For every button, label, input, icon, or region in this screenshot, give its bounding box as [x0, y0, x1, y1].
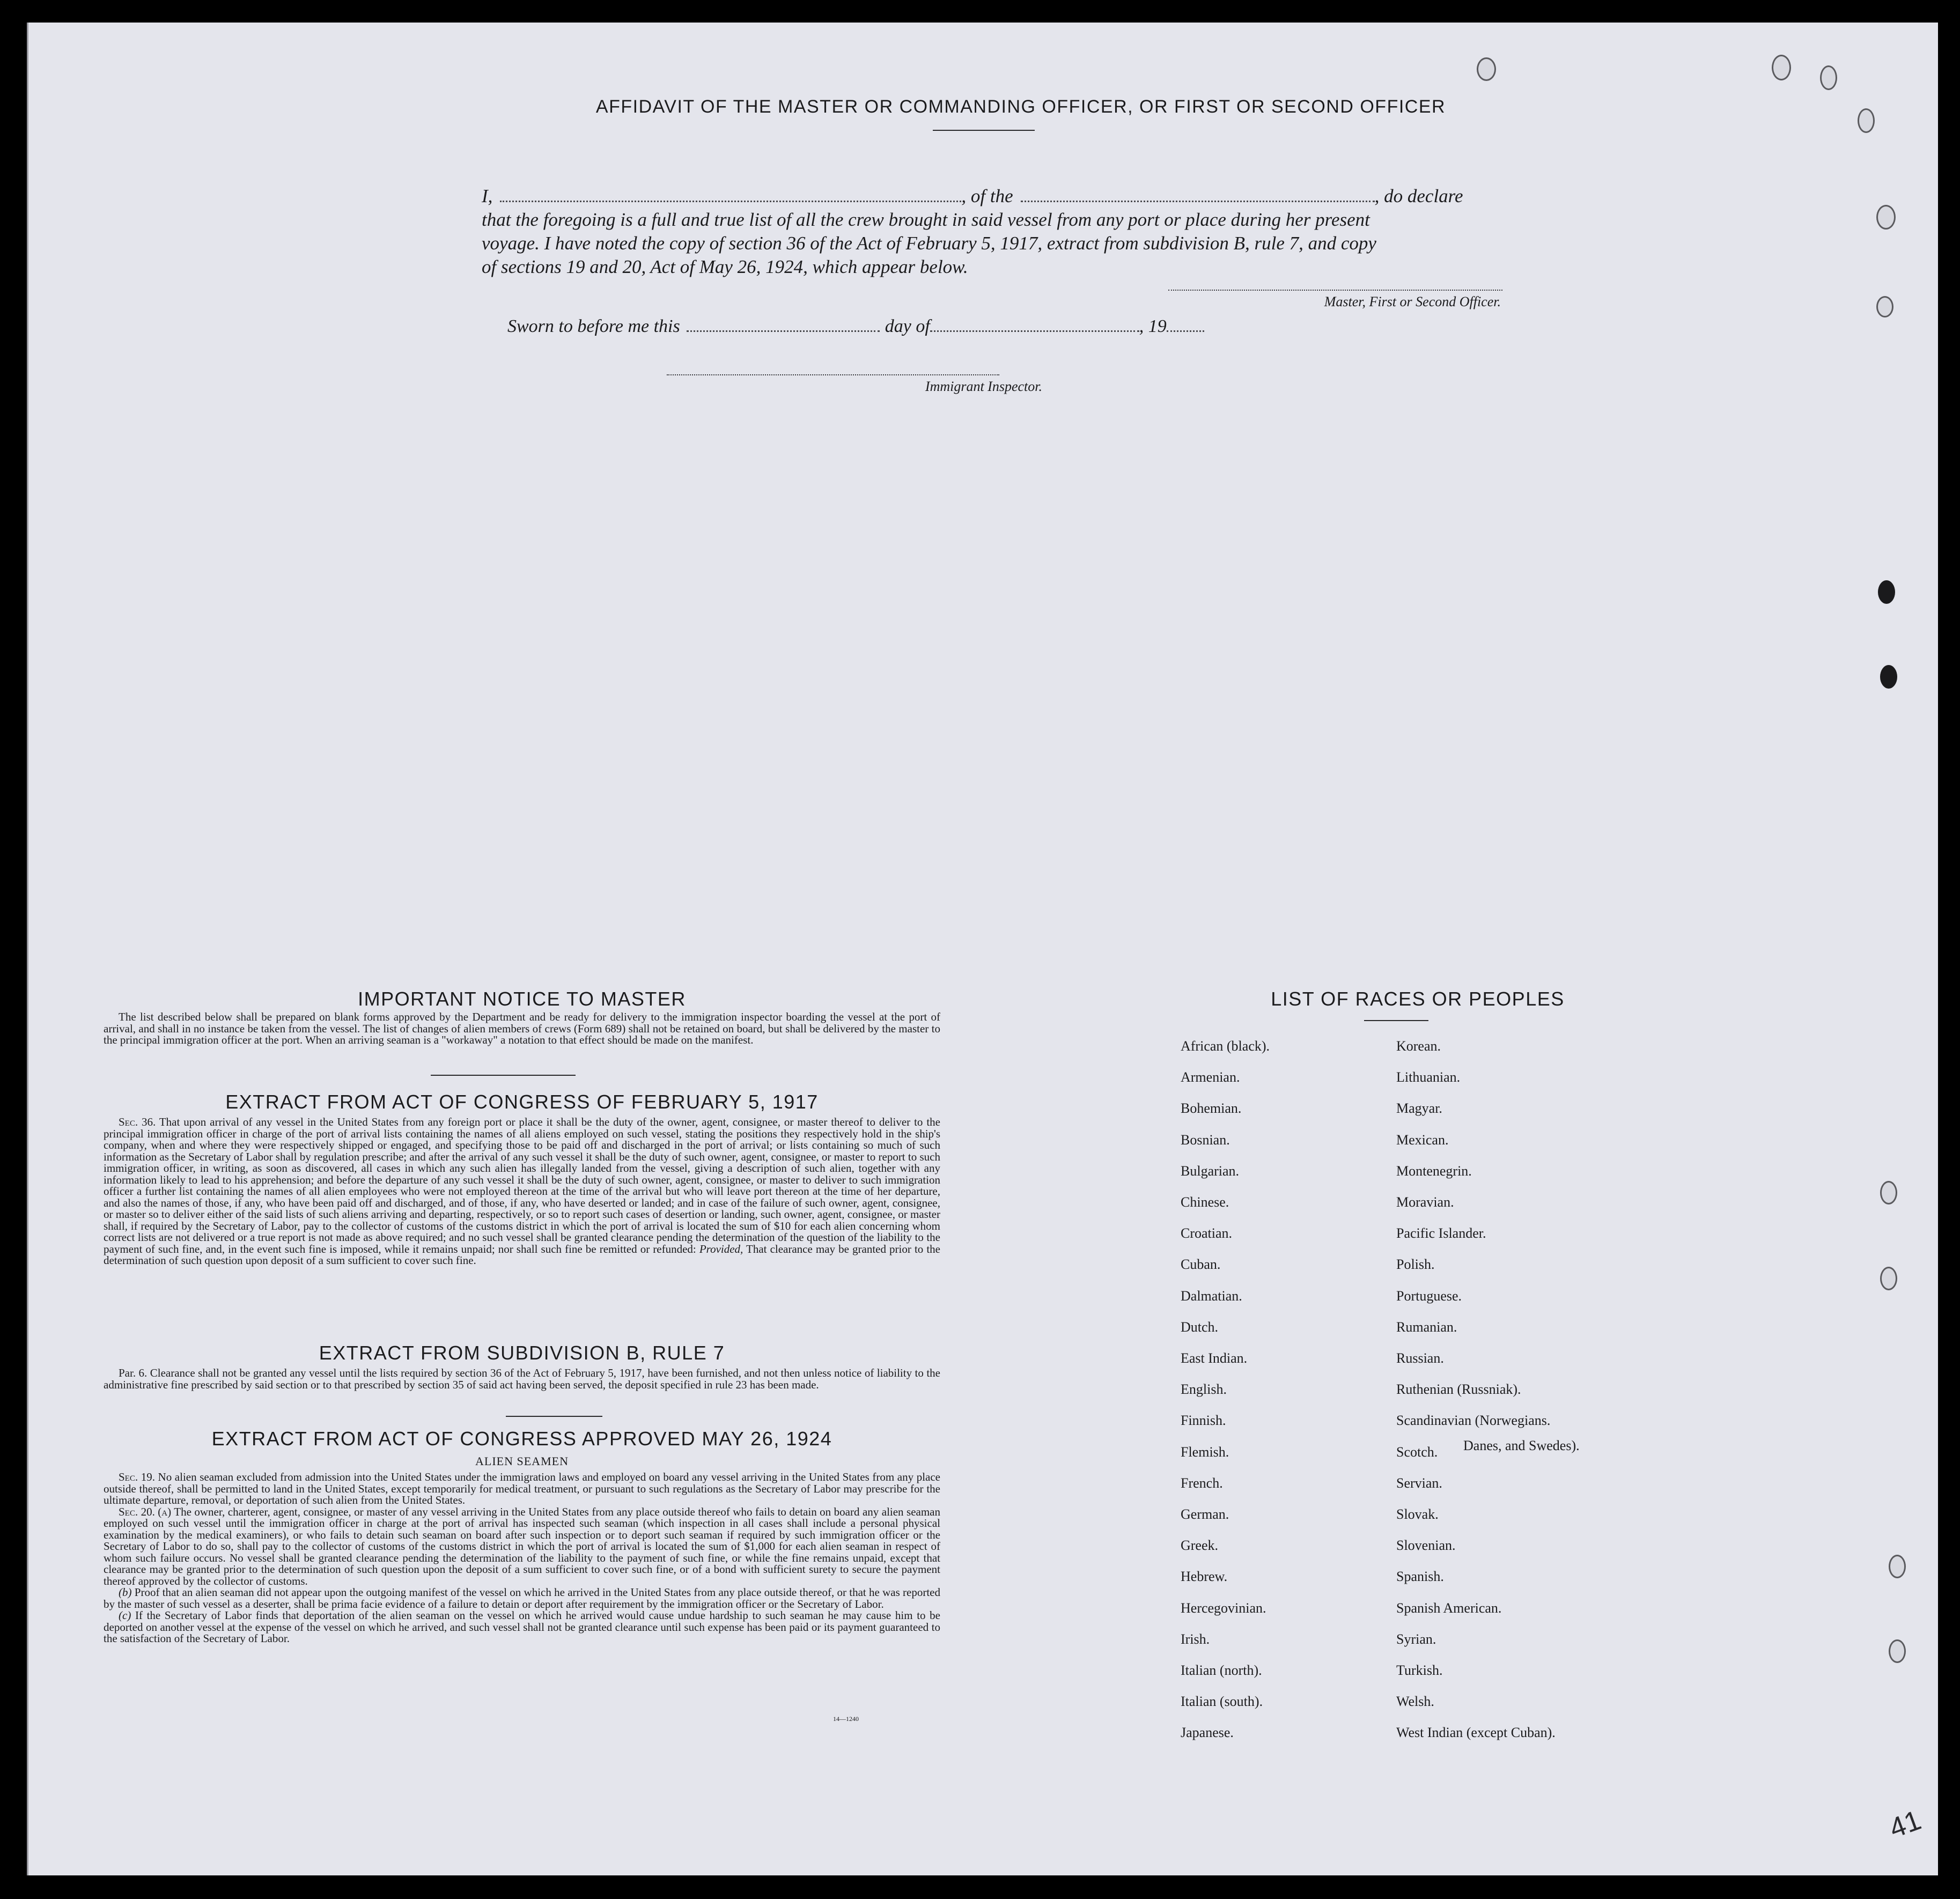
notice-paragraph: The list described below shall be prepared on blank forms approved by the Department and be ready for delivery to the immigration inspector boarding the vessel at the port of arrival, and shall in no instance be taken from the vessel. The list of changes of alien members of crews (Form 689) shall not be retained on board, but shall be delivered by the master to the principal immigration officer at the port. When an arriving seaman is a "workaway" a notation to that effect should be made on the manifest.	[104, 1010, 940, 1046]
section-36-label: Sec. 36.	[119, 1115, 156, 1128]
race-item: Hebrew.	[1181, 1569, 1228, 1585]
sworn-year-field[interactable]	[1167, 330, 1204, 332]
section-20b-paragraph	[104, 1587, 940, 1610]
section-20a-text: The owner, charterer, agent, consignee, or master of any vessel arriving in the United States from any place outside thereof who fails to detain on board any alien seaman employed on such vessel until the immigration officer in charge at the port of arrival has inspected such seaman (which inspection in all cases shall include a personal physical examination by the medical examiners), or who fails to detain such seaman on board after such inspection or to deport such seaman if required by such immigration officer or the Secretary of Labor to do so, shall pay to the collector of customs of the customs district in which the port of arrival is located the sum of $1,000 for each alien seaman in respect of whom such failure occurs. No vessel shall be granted clearance pending the determination of the liability to the payment of such fine, or while the fine remains unpaid, except that clearance may be granted prior to the determination of such question upon the deposit of a sum sufficient to cover such fine, or of a bond with sufficient surety to secure the payment thereof approved by the collector of customs.	[104, 1505, 941, 1587]
sworn-prefix: Sworn to before me this	[507, 316, 680, 336]
section-20-label: Sec. 20. (a)	[119, 1505, 172, 1518]
race-item: Cuban.	[1181, 1257, 1221, 1273]
race-item: Magyar.	[1396, 1100, 1442, 1117]
race-item: Flemish.	[1181, 1444, 1229, 1460]
declarant-name-field[interactable]	[500, 200, 961, 202]
race-item: Chinese.	[1181, 1194, 1229, 1210]
notice-body	[104, 1011, 940, 1046]
inspector-signature-line[interactable]	[667, 374, 999, 375]
rule-7-paragraph: Par. 6. Clearance shall not be granted any vessel until the lists required by section 36 of the Act of February 5, 1917, have been furnished, and not then unless notice of liability to the administrative fine prescribed by said section or to that prescribed by section 35 of said act having been served, the deposit specified in rule 23 has been made.	[104, 1366, 940, 1391]
divider-2	[506, 1416, 602, 1417]
extract-rule7-title: EXTRACT FROM SUBDIVISION B, RULE 7	[319, 1342, 725, 1364]
race-item: Rumanian.	[1396, 1319, 1457, 1335]
race-item: Spanish.	[1396, 1569, 1444, 1585]
year-prefix: , 19	[1139, 316, 1167, 336]
race-item: Bohemian.	[1181, 1100, 1242, 1117]
race-item: Slovak.	[1396, 1506, 1439, 1522]
form-number: 14—1240	[833, 1715, 859, 1723]
race-item: Bosnian.	[1181, 1132, 1230, 1148]
race-item: Portuguese.	[1396, 1288, 1462, 1304]
section-19-text: No alien seaman excluded from admission into the United States under the immigration laws and employed on board any vessel arriving in the United States from any place outside thereof, shall be permitted to land in the United States, except temporarily for medical treatment, or pursuant to such regulations as the Secretary of Labor may prescribe for the ultimate departure, removal, or deportation of such alien from the United States.	[104, 1471, 940, 1506]
section-20a-paragraph	[104, 1506, 940, 1587]
race-item: Japanese.	[1181, 1725, 1234, 1741]
race-item: Montenegrin.	[1396, 1163, 1472, 1179]
race-item: Korean.	[1396, 1038, 1441, 1054]
vessel-prefix: , of the	[961, 186, 1013, 206]
section-20c-label: (c)	[119, 1609, 131, 1622]
extract-1917-title: EXTRACT FROM ACT OF CONGRESS OF FEBRUARY 5, 1917	[225, 1091, 819, 1113]
punch-hole-icon	[1876, 205, 1896, 230]
race-item: Pacific Islander.	[1396, 1225, 1486, 1242]
race-item: African (black).	[1181, 1038, 1270, 1054]
race-item: Russian.	[1396, 1350, 1444, 1366]
race-item: Irish.	[1181, 1631, 1210, 1647]
section-20b-label: (b)	[119, 1586, 132, 1599]
master-signature-line[interactable]	[1168, 290, 1502, 291]
declarant-prefix: I,	[482, 186, 493, 206]
handwritten-page-number: 41	[1885, 1804, 1926, 1845]
punch-hole-icon	[1880, 665, 1897, 689]
master-signature-caption: Master, First or Second Officer.	[1324, 294, 1501, 309]
race-item: Mexican.	[1396, 1132, 1449, 1148]
punch-hole-icon	[1772, 55, 1791, 80]
race-item: West Indian (except Cuban).	[1396, 1725, 1556, 1741]
notice-title: IMPORTANT NOTICE TO MASTER	[358, 988, 686, 1010]
race-item: Dalmatian.	[1181, 1288, 1242, 1304]
extract-1917-body	[104, 1117, 940, 1267]
declaration-line-3: voyage. I have noted the copy of section 36 of the Act of February 5, 1917, extract from subdivision B, rule 7, and copy	[482, 233, 1376, 254]
divider-1	[431, 1075, 576, 1076]
declaration-line-2: that the foregoing is a full and true list of all the crew brought in said vessel from any port or place during her present	[482, 209, 1370, 230]
section-20c-text: If the Secretary of Labor finds that deportation of the alien seaman on the vessel on which he arrived would cause undue hardship to such seaman he may cause him to be deported on another vessel at the expense of the vessel on which he arrived, and such vessel shall not be granted clearance until such expense has been paid or its payment guaranteed to the satisfaction of the Secretary of Labor.	[104, 1609, 940, 1645]
race-item: Scotch.	[1396, 1444, 1438, 1460]
declare-text: , do declare	[1374, 186, 1463, 206]
punch-hole-icon	[1858, 108, 1875, 133]
race-item: French.	[1181, 1475, 1223, 1491]
race-scandinavian-line2: Danes, and Swedes).	[1463, 1438, 1580, 1453]
race-item: East Indian.	[1181, 1350, 1248, 1366]
affidavit-title: AFFIDAVIT OF THE MASTER OR COMMANDING OFFICER, OR FIRST OR SECOND OFFICER	[595, 97, 1446, 117]
race-item: Greek.	[1181, 1538, 1219, 1554]
punch-hole-icon	[1878, 580, 1895, 604]
affidavit-body	[482, 184, 1541, 279]
section-19-paragraph	[104, 1472, 940, 1506]
sworn-date-field[interactable]	[687, 330, 880, 332]
form-sheet	[27, 23, 1938, 1875]
sworn-month-field[interactable]	[930, 330, 1139, 332]
section-19-label: Sec. 19.	[119, 1471, 155, 1483]
race-item: Slovenian.	[1396, 1538, 1456, 1554]
extract-1924-title: EXTRACT FROM ACT OF CONGRESS APPROVED MAY 26, 1924	[211, 1428, 832, 1450]
race-item: Turkish.	[1396, 1662, 1443, 1678]
race-item: German.	[1181, 1506, 1229, 1522]
race-item: Bulgarian.	[1181, 1163, 1240, 1179]
punch-hole-icon	[1880, 1267, 1897, 1290]
race-item: Dutch.	[1181, 1319, 1219, 1335]
race-item: Welsh.	[1396, 1694, 1434, 1710]
race-item: Scandinavian (Norwegians.	[1396, 1413, 1551, 1429]
race-item: Hercegovinian.	[1181, 1600, 1266, 1616]
race-item: Servian.	[1396, 1475, 1442, 1491]
punch-hole-icon	[1820, 65, 1837, 90]
inspector-caption: Immigrant Inspector.	[925, 379, 1042, 394]
race-item: Finnish.	[1181, 1413, 1226, 1429]
provided-label: Provided,	[699, 1242, 743, 1255]
punch-hole-icon	[1876, 296, 1893, 317]
sworn-line	[507, 316, 1204, 337]
race-item: Spanish American.	[1396, 1600, 1502, 1616]
race-item: Syrian.	[1396, 1631, 1436, 1647]
provided-text: That clearance may be granted prior to the determination of such question upon deposit of a sum sufficient to cover such fine.	[104, 1242, 941, 1267]
section-20c-paragraph	[104, 1610, 940, 1645]
race-item: Ruthenian (Russniak).	[1396, 1381, 1521, 1398]
extract-rule7-body	[104, 1368, 940, 1391]
race-item: English.	[1181, 1381, 1227, 1398]
title-underline	[933, 130, 1035, 131]
races-underline	[1364, 1020, 1428, 1021]
section-20b-text: Proof that an alien seaman did not appear upon the outgoing manifest of the vessel on which he arrived in the United States from any place outside thereof, or that he was reported by the master of such vessel as a deserter, shall be prima facie evidence of a failure to detain or deport after requirement by the immigration officer or the Secretary of Labor.	[104, 1586, 941, 1610]
day-of-text: day of	[885, 316, 930, 336]
race-item: Italian (north).	[1181, 1662, 1262, 1678]
section-36-paragraph	[104, 1117, 940, 1267]
race-item: Moravian.	[1396, 1194, 1454, 1210]
race-item: Lithuanian.	[1396, 1069, 1461, 1085]
races-title: LIST OF RACES OR PEOPLES	[1271, 988, 1565, 1010]
punch-hole-icon	[1889, 1555, 1906, 1578]
race-item: Armenian.	[1181, 1069, 1240, 1085]
race-item: Polish.	[1396, 1257, 1435, 1273]
punch-hole-icon	[1880, 1181, 1897, 1205]
declaration-line-4: of sections 19 and 20, Act of May 26, 1924, which appear below.	[482, 256, 968, 277]
extract-1924-body	[104, 1472, 940, 1645]
alien-seamen-subtitle: ALIEN SEAMEN	[475, 1454, 569, 1468]
race-item: Italian (south).	[1181, 1694, 1263, 1710]
vessel-name-field[interactable]	[1021, 200, 1375, 202]
punch-hole-icon	[1477, 57, 1496, 81]
declaration-line-1	[482, 184, 1541, 208]
section-36-text: That upon arrival of any vessel in the United States from any foreign port or place it shall be the duty of the owner, agent, consignee, or master thereof to deliver to the principal immigration officer in charge of the port of arrival lists containing the names of all aliens employed on such vessel, stating the positions they respectively hold in the ship's company, when and where they were respectively shipped or engaged, and specifying those to be paid off and discharged in the port of arrival; or lists containing so much of such information as the Secretary of Labor shall by regulation prescribe; and after the arrival of any such vessel it shall be the duty of such owner, agent, consignee, or master to report to such immigration officer, in writing, as soon as discovered, all cases in which any such alien has illegally landed from the vessel, giving a description of such alien, together with any information likely to lead to his apprehension; and before the departure of any such vessel it shall be the duty of such owner, agent, consignee, or master to deliver to such immigration officer a further list containing the names of all alien employees who were not employed thereon at the time of the arrival but who will leave port thereon at the time of her departure, and also the names of those, if any, who have been paid off and discharged, and of those, if any, who have deserted or landed; and in case of the failure of such owner, agent, consignee, or master so to deliver either of the said lists of such aliens arriving and departing, respectively, or so to report such cases of desertion or landing, such owner, agent, consignee, or master shall, if required by the Secretary of Labor, pay to the collector of customs of the customs district in which the port of arrival is located the sum of $10 for each alien concerning whom correct lists are not delivered or a true report is not made as above required; and no such vessel shall be granted clearance pending the determination of the question of the liability to the payment of such fine, and, in the event such fine is imposed, while it remains unpaid; nor shall such fine be remitted or refunded:	[104, 1115, 940, 1255]
punch-hole-icon	[1889, 1639, 1906, 1663]
race-item: Croatian.	[1181, 1225, 1233, 1242]
